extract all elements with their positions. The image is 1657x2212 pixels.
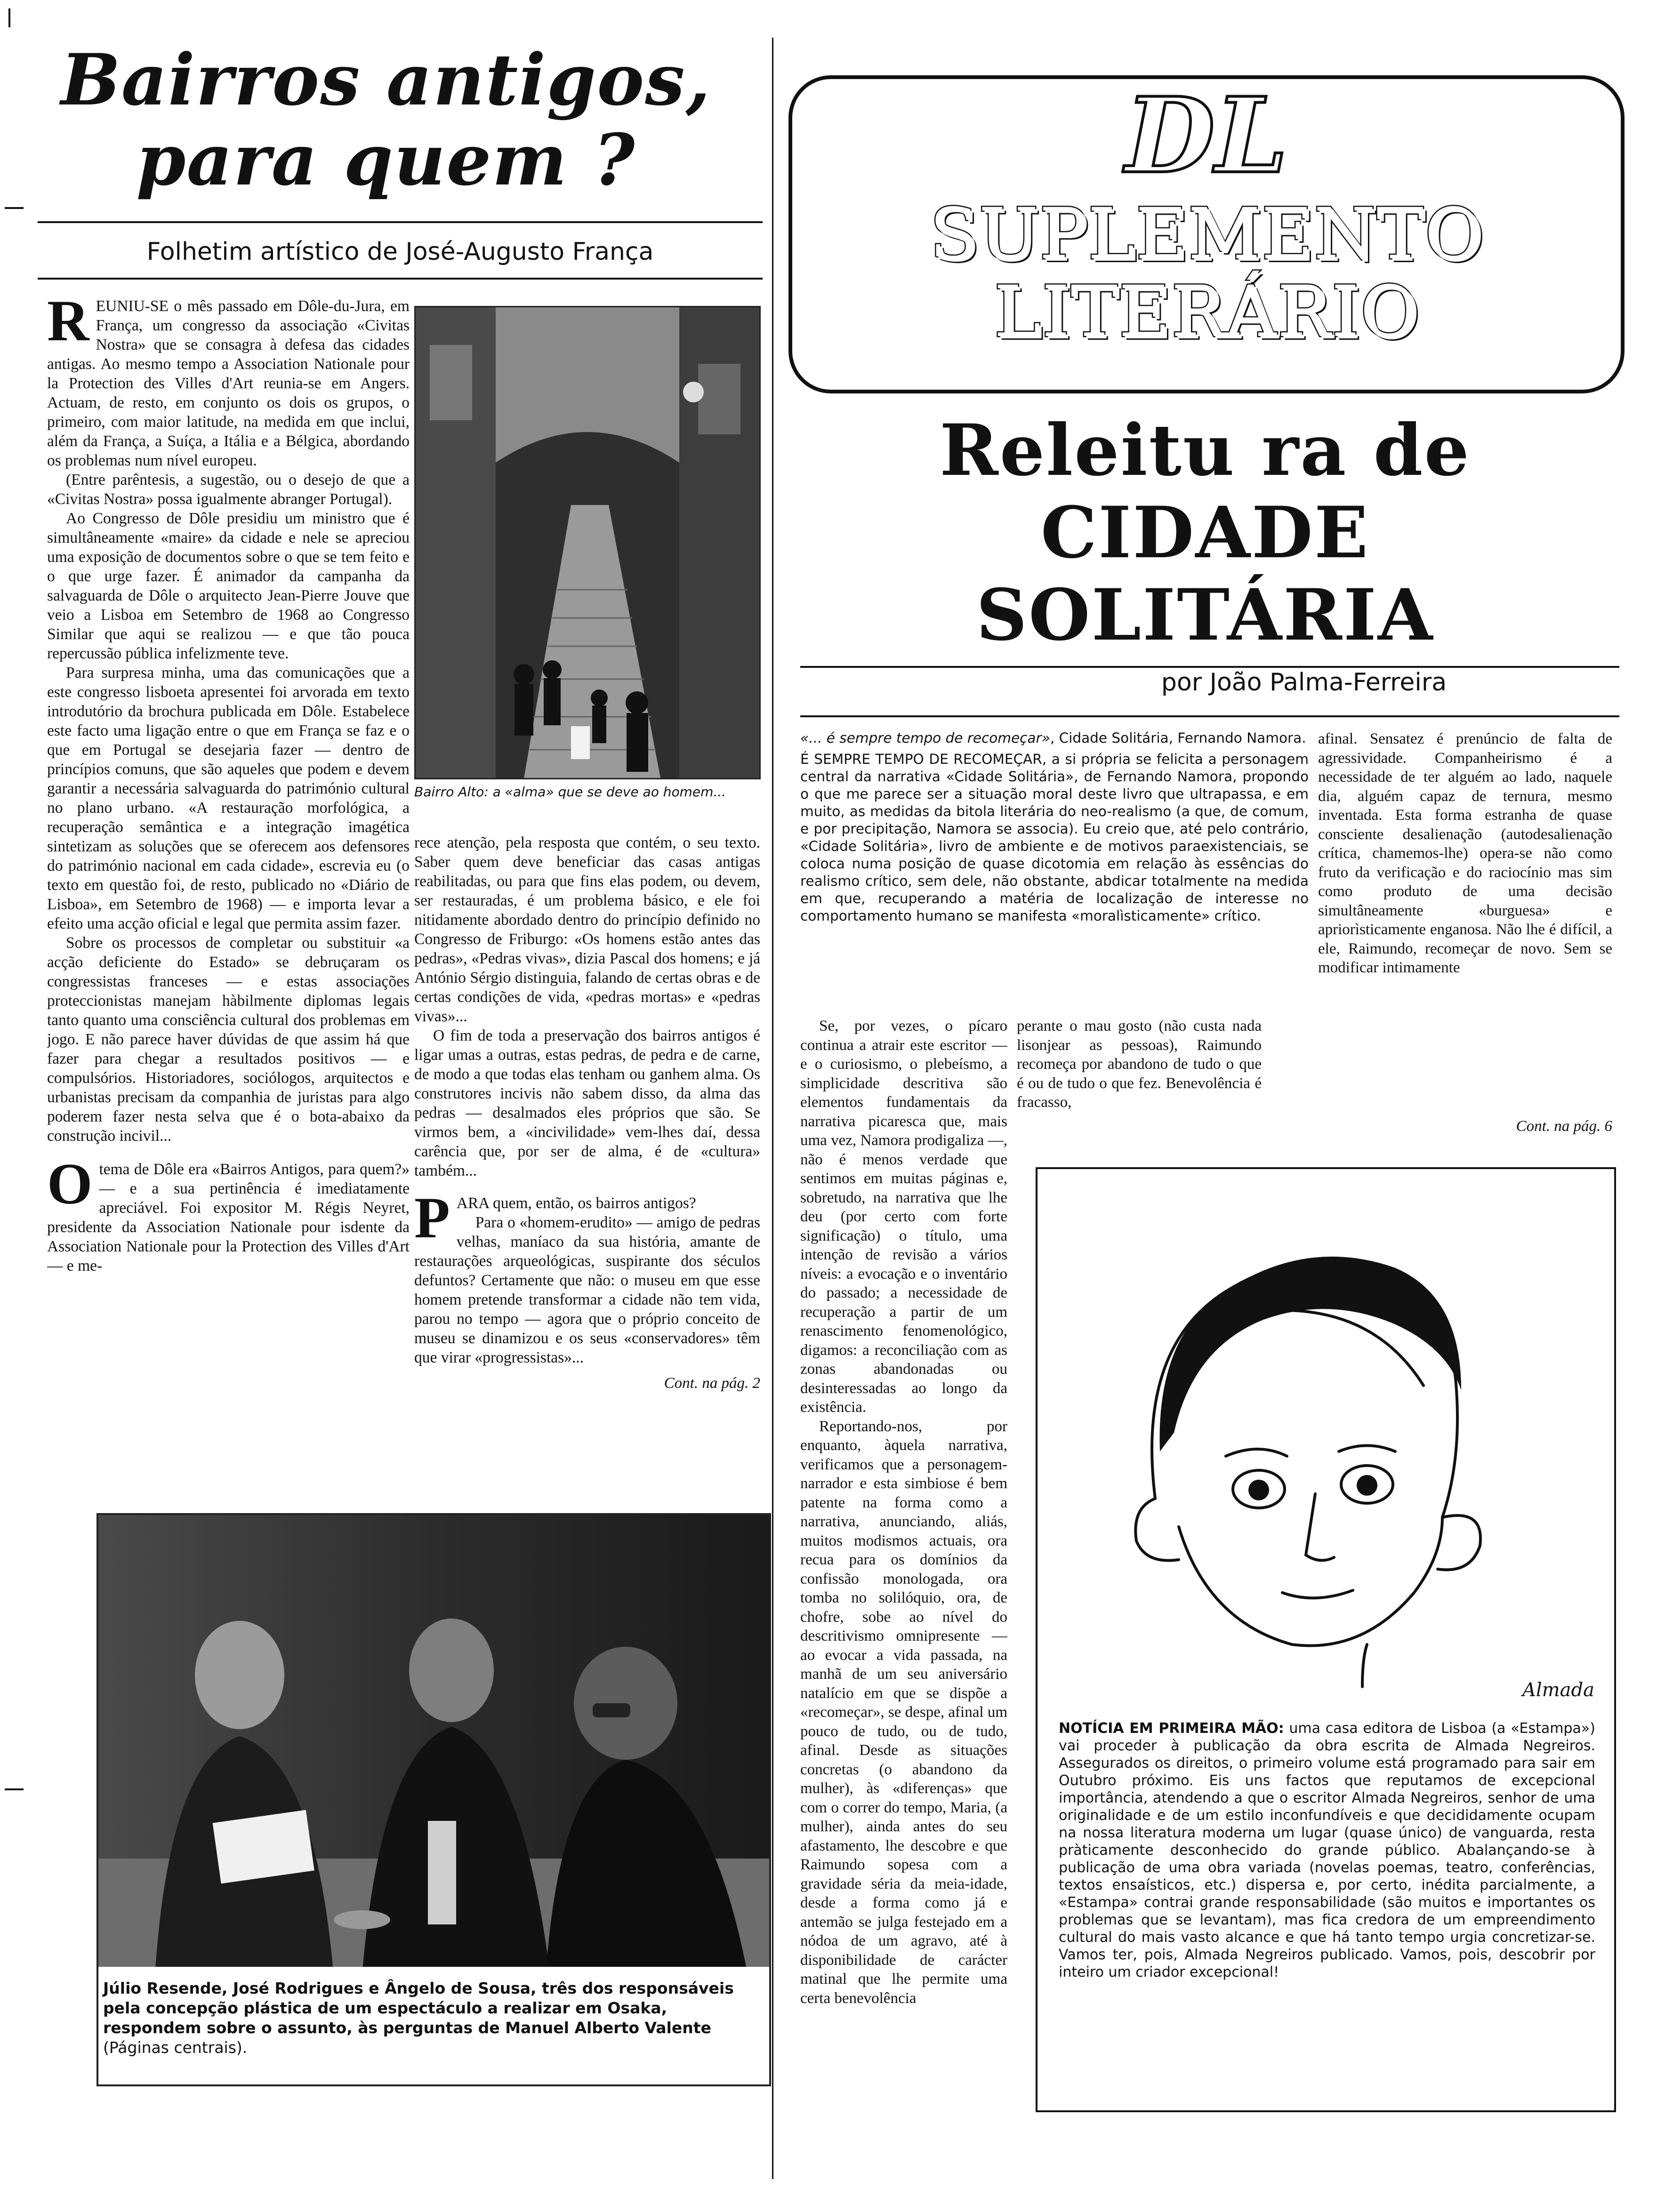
paragraph: perante o mau gosto (não custa nada lisonjear as pessoas), Raimundo recomeça por abandono de tudo o que é ou de tudo o que fez. Benevolência é fracasso, xyxy=(1017,1018,1262,1111)
rule-top-left-kicker xyxy=(38,221,763,223)
bottom-group-photo xyxy=(97,1513,771,2086)
headline-line-2: para quem ? xyxy=(136,119,636,201)
note-lead: NOTÍCIA EM PRIMEIRA MÃO: xyxy=(1059,1720,1284,1737)
dropcap-r: R xyxy=(47,297,89,353)
group-photo-caption xyxy=(103,1979,762,2058)
almada-news-note xyxy=(1059,1720,1595,1981)
paragraph: (Entre parêntesis, a sugestão, ou o desejo de que a «Civitas Nostra» possa igualmente abranger Portugal). xyxy=(47,471,410,508)
headline-line-1: Bairros antigos, xyxy=(61,39,711,121)
continued-page-6: Cont. na pág. 6 xyxy=(1516,1118,1612,1135)
paragraph: EUNIU-SE o mês passado em Dôle-du-Jura, em França, um congresso da associação «Civitas Nostra» que se consagra à defesa das cidades antigas. Ao mesmo tempo a Association Nationale pour la Protection des Villes d'Art reunia-se em Angers. Actuam, de resto, em conjunto os dois os grupos, o primeiro, com maior latitude, na medida em que inclui, além da França, a Suíça, a Itália e a Bélgica, abordando os problemas num nível europeu. xyxy=(47,297,410,469)
note-body: uma casa editora de Lisboa (a «Estampa») vai proceder à publicação da obra escrita de Almada Negreiros. Assegurados os direitos, o primeiro volume está programado para sair em Outubro próximo. Eis uns factos que reputamos de excepcional importância, atendendo a que o escritor Almada Negreiros, senhor de uma originalidade e de um estilo inconfundíveis e que decididamente ocupam na nossa literatura moderna um lugar (quase único) de vanguarda, resta pràticamente desconhecido do grande público. Abalançando-se à publicação de uma obra variada (novelas poemas, teatro, conferências, textos ensaísticos, etc.) dispersa e, por certo, inédita parcialmente, a «Estampa» contrai grande responsabilidade (são muitos e importantes os problemas que se levantam), mas fica credora de um empreendimento cultural do mais vasto alcance e que há tanto tempo urgia concretizar-se. Vamos ter, pois, Almada Negreiros publicado. Vamos, pois, descobrir por inteiro um criador excepcional! xyxy=(1059,1720,1595,1980)
paragraph: rece atenção, pela resposta que contém, o seu texto. Saber quem deve beneficiar das casas antigas reabilitadas, ou para que fins elas podem, ou devem, ser restauradas, é um problema básico, e ele foi nitidamente abordado dentro do princípio definido no Congresso de Friburgo: «Os homens estão antes das pedras», «Pedras vivas», dizia Pascal dos homens; e já António Sérgio distinguia, falando de certas obras e de certas condições de vida, «pedras mortas» e «pedras vivas»... xyxy=(414,834,760,1025)
almada-note-box xyxy=(1036,1167,1616,2112)
right-column-c xyxy=(1318,729,1612,1097)
suplemento-literario-masthead xyxy=(788,75,1625,393)
right-headline-line-1: Releitu ra de xyxy=(940,409,1471,492)
left-margin-tick xyxy=(5,207,24,209)
left-margin-tick-2 xyxy=(5,1788,24,1790)
paragraph: Reportando-nos, por enquanto, àquela narrativa, verificamos que a personagem-narrador e esta simbiose é bem patente na forma como a narrativa, anunciando, aliás, muitos modismos actuais, ora recua para os domínios da confissão monologada, ora tomba no solilóquio, ora, de chofre, sobe ao nível do descritivismo omnipresente — ao evocar a vida passada, na manhã de um seu aniversário natalício em que se dispõe a «recomeçar», se despe, afinal um pouco de tudo, ou de tudo, afinal. Desde as situações concretas (o abandono da mulher), às «diferenças» que com o correr do tempo, Maria, (a mulher), ainda antes do seu afastamento, lhe descobre e que Raimundo sopesa com a gravidade séria da meia-idade, desde a forma como já e antemão se julga festejado em a nódoa de um agravo, até à disponibilidade de carácter matinal que lhe permite uma certa benevolência xyxy=(800,1418,1007,2007)
bairro-alto-photo xyxy=(414,306,761,779)
rule-above-byline xyxy=(800,666,1619,668)
dropcap-o: O xyxy=(47,1152,93,1216)
right-column-b xyxy=(1017,1017,1262,1134)
dropcap-p: P xyxy=(414,1186,450,1250)
right-intro xyxy=(800,729,1309,929)
right-byline: por João Palma-Ferreira xyxy=(1161,668,1447,697)
intro-paragraph: É SEMPRE TEMPO DE RECOMEÇAR, a si própria se felicita a personagem central da narrativa «Cidade Solitária», de Fernando Namora, propondo o que me parece ser a situação moral deste livro que ultrapassa, e em muito, as medidas da bitola literária do neo-realismo (a que, de comum, e por precipitação, Namora se associa). Eu creio que, até pelo contrário, «Cidade Solitária», livro de ambiente e de motivos paraexistenciais, se coloca numa posição de quase dicotomia em relação às essências do realismo crítico, sem dele, não obstante, abdicar totalmente na medida em que, recuperando a matéria de localização de interesse no comportamento humano se manifesta «moralìsticamente» crítico. xyxy=(800,751,1309,924)
continued-page-2: Cont. na pág. 2 xyxy=(664,1375,760,1392)
paragraph: Para surpresa minha, uma das comunicações que a este congresso lisboeta apresentei foi arvorada em texto introdutório da brochura publicada em Dôle. Estabelece este facto uma ligação entre o que em França se faz e o que em Portugal se desejaria fazer — dentro de princípios comuns, que são aqueles que podem e devem garantir a necessária salvaguarda do património cultural no plano urbano. «A restauração morfológica, a recuperação semântica e a integração imagética sintetizam as soluções que se oferecem aos defensores do património nacional em cada cidade», escrevia eu (o texto em questão foi, de resto, publicado no «Diário de Lisboa», em Setembro de 1968) — e importa levar a efeito uma acção oficial e legal que permita assim fazer. xyxy=(47,664,410,932)
left-kicker: Folhetim artístico de José-Augusto França xyxy=(146,238,654,266)
paragraph: ARA quem, então, os bairros antigos? xyxy=(456,1194,696,1212)
left-article-column-2 xyxy=(414,833,760,1595)
almada-portrait-drawing xyxy=(1038,1169,1614,1710)
rule-below-byline xyxy=(800,715,1619,717)
masthead-line-2: LITERÁRIO xyxy=(994,271,1419,353)
left-margin-mark xyxy=(8,8,29,27)
bairro-alto-caption: Bairro Alto: a «alma» que se deve ao homem... xyxy=(414,784,726,800)
caption-bold: Júlio Resende, José Rodrigues e Ângelo de Sousa, três dos responsáveis pela concepção plástica de um espectáculo a realizar em Osaka, respondem sobre o assunto, às perguntas de Manuel Alberto Valente xyxy=(103,1979,734,2037)
intro-quote-source: , Cidade Solitária, Fernando Namora. xyxy=(1050,730,1306,746)
right-headline xyxy=(791,409,1619,657)
right-headline-line-3: SOLITÁRIA xyxy=(976,574,1434,657)
vertical-divider xyxy=(772,38,773,2179)
masthead-line-1: SUPLEMENTO xyxy=(929,193,1484,275)
left-headline xyxy=(38,40,734,200)
bairro-alto-photo-illustration xyxy=(416,307,759,778)
dl-monogram: DL xyxy=(1125,74,1288,196)
right-headline-line-2: CIDADE xyxy=(1040,491,1370,574)
right-column-a xyxy=(800,1017,1007,2179)
paragraph: O fim de toda a preservação dos bairros antigos é ligar umas a outras, estas pedras, de pedra e de carne, de modo a que todas elas tenham ou ganhem alma. Os construtores incivis não sabem disso, da alma das pedras — desalmados eles próprios que são. Se virmos bem, a «incivilidade» vem-lhes daí, dessa carência que, por ser de alma, é de «cultura» também... xyxy=(414,1027,760,1179)
group-photo-illustration xyxy=(98,1515,769,1967)
paragraph: Ao Congresso de Dôle presidiu um ministro que é simultâneamente «maire» da cidade e nele se apreciou uma exposição de documentos sobre o que se tem feito e o que urge fazer. É animador da campanha da salvaguarda de Dôle o arquitecto Jean-Pierre Jouve que veio a Lisboa em Setembro de 1968 ao Congresso Similar que aqui se realizou — e que tão pouca repercussão pública infelizmente teve. xyxy=(47,510,410,662)
paragraph: afinal. Sensatez é prenúncio de falta de agressividade. Companheirismo é a necessidade de ter alguém ao lado, naquele dia, alguém capaz de ternura, mesmo inventada. Esta forma estranha de quase consciente desalienação (autodesalienação crítica, chamemos-lhe) opera-se não como fruto da verificação e do raciocínio mas sim como produto de uma decisão simultâneamente «burguesa» e apriorìsticamente enganosa. Não lhe é difícil, a ele, Raimundo, recomeçar de novo. Sem se modificar intimamente xyxy=(1318,730,1612,976)
portrait-signature: Almada xyxy=(1522,1679,1594,1701)
caption-normal: (Páginas centrais). xyxy=(103,2038,248,2057)
paragraph: tema de Dôle era «Bairros Antigos, para quem?» — e a sua pertinência é imediatamente apreciável. Foi expositor M. Régis Neyret, presidente da Association Nationale pour isdente da Association Nationale pour la Protection des Villes d'Art — e me- xyxy=(47,1161,410,1274)
left-article-column-1 xyxy=(47,297,410,1581)
paragraph: Para o «homem-erudito» — amigo de pedras velhas, maníaco da sua história, amante de restaurações arqueológicas, suspirante dos séculos defuntos? Certamente que não: o museu em que esse homem pretende transformar a cidade não tem vida, parou no tempo — agora que o próprio conceito de museu se dinamizou e os seus «conservadores» têm que virar «progressistas»... xyxy=(414,1214,760,1366)
paragraph: Se, por vezes, o pícaro continua a atrair este escritor — e o curiosismo, o plebeísmo, a simplicidade descritiva são elementos fundamentais da narrativa picaresca que, mais uma vez, Namora prodigaliza —, não é menos verdade que sentimos em muitas páginas e, sobretudo, na narrativa que lhe deu (por certo com forte significação) o título, uma intenção de revisão a vários níveis: a evocação e o inventário do passado; a necessidade de recuperação a partir de um renascimento fenomenológico, digamos: a reconciliação com as zonas abandonadas ou desinteressadas ao longo da existência. xyxy=(800,1018,1007,1416)
paragraph: Sobre os processos de completar ou substituir «a acção deficiente do Estado» se debruçaram os congressistas franceses — e estas associações proteccionistas manejam hàbilmente diplomas legais tanto quanto uma consciência cultural dos problemas em jogo. E não parece haver dúvidas de que assim há que fazer para chegar a resultados positivos — e compulsórios. Historiadores, sociólogos, arquitectos e urbanistas precisam da companhia de juristas para algo poderem fazer nesta selva que é o bota-abaixo da construção incivil... xyxy=(47,934,410,1145)
rule-bottom-left-kicker xyxy=(38,278,763,280)
intro-quote: «... é sempre tempo de recomeçar» xyxy=(800,730,1050,746)
